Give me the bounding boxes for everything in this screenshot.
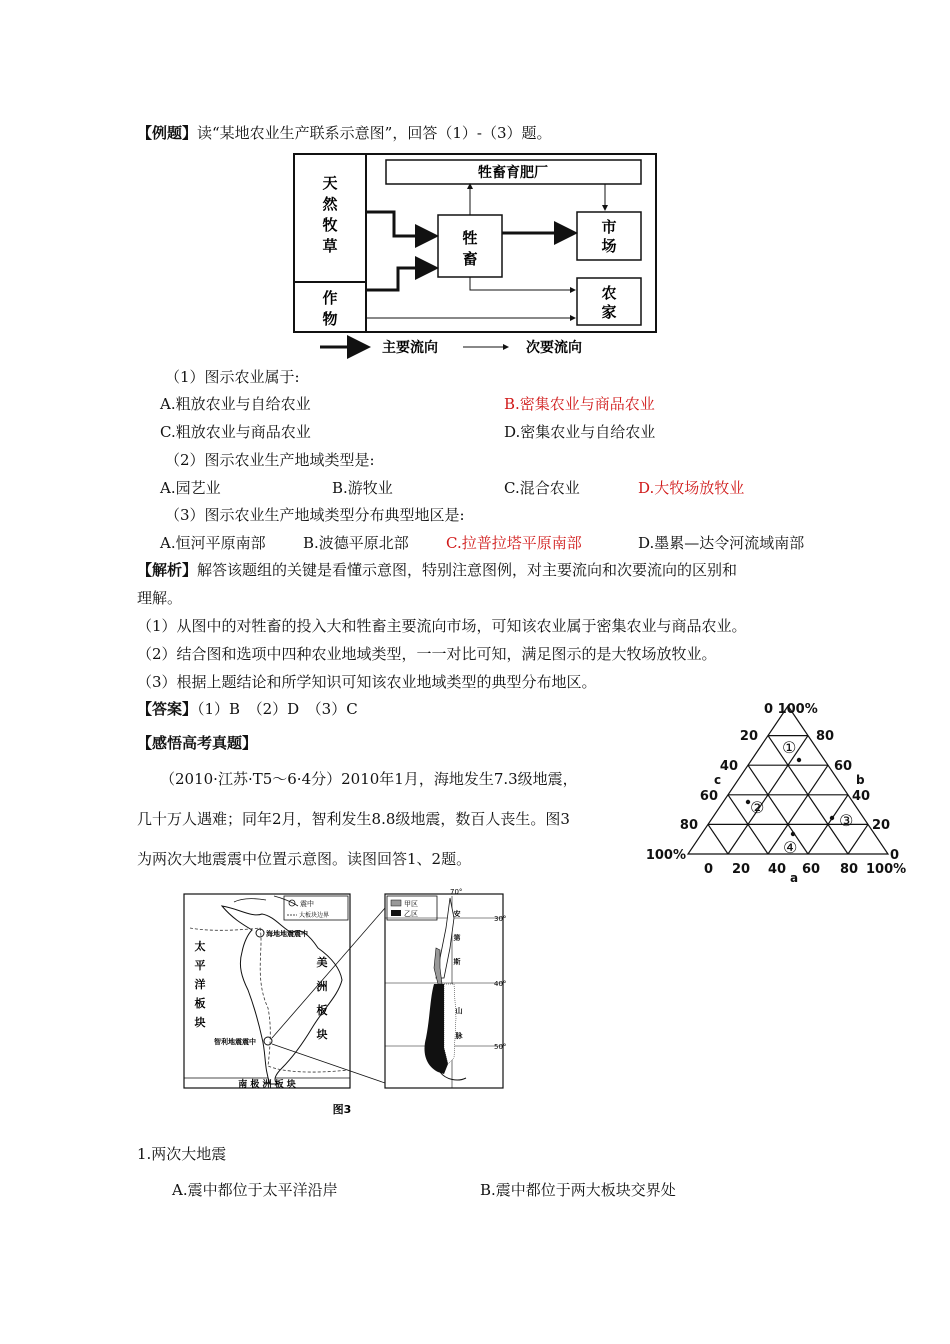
q1-stem: （1）图示农业属于: bbox=[165, 368, 300, 386]
analysis-line1 bbox=[137, 559, 737, 580]
haiti-epicenter-label: 海地地震震中 bbox=[266, 930, 308, 938]
crops-char: 作 bbox=[322, 289, 338, 307]
analysis-line2: 理解。 bbox=[137, 589, 183, 607]
pasture-char: 然 bbox=[322, 195, 338, 213]
ternary-left-tick: 100% bbox=[645, 848, 686, 863]
ternary-bottom-tick: 80 bbox=[840, 862, 859, 877]
analysis-text: 解答该题组的关键是看懂示意图，特别注意图例，对主要流向和次要流向的区别和 bbox=[197, 561, 738, 579]
ternary-right-tick: 80 bbox=[816, 729, 835, 744]
andes-char: 斯 bbox=[453, 958, 461, 966]
real-exam-line2: 几十万人遇难；同年2月，智利发生8.8级地震，数百人丧生。图3 bbox=[137, 810, 570, 828]
american-plate-char: 块 bbox=[316, 1028, 328, 1041]
q1-option-c: C.粗放农业与商品农业 bbox=[160, 423, 311, 441]
ternary-right-tick: 20 bbox=[872, 818, 891, 833]
q3-option-a: A.恒河平原南部 bbox=[160, 534, 266, 552]
figure-caption: 图3 bbox=[332, 1103, 352, 1116]
q2-option-a: A.园艺业 bbox=[160, 479, 221, 497]
q2-stem: （2）图示农业生产地域类型是: bbox=[165, 451, 375, 469]
ternary-axis-c: c bbox=[714, 773, 722, 787]
ternary-left-tick: 80 bbox=[679, 818, 698, 833]
ternary-diagram bbox=[645, 698, 912, 885]
ternary-marker-2: ② bbox=[750, 798, 765, 817]
livestock-char: 畜 bbox=[462, 250, 478, 268]
andes-char: 安 bbox=[453, 910, 461, 918]
south-america-map bbox=[182, 888, 520, 1120]
legend-main-label: 主要流向 bbox=[382, 340, 438, 356]
real-exam-tag: 【感悟高考真题】 bbox=[137, 734, 258, 752]
pasture-char: 草 bbox=[322, 237, 338, 255]
analysis-p1: （1）从图中的对牲畜的投入大和牲畜主要流向市场，可知该农业属于密集农业与商品农业。 bbox=[137, 617, 747, 635]
chile-epicenter-label: 智利地震震中 bbox=[214, 1038, 256, 1046]
q2-option-b: B.游牧业 bbox=[332, 479, 393, 497]
legend-yi: 乙区 bbox=[404, 910, 418, 918]
ternary-right-tick: 40 bbox=[852, 789, 871, 804]
q2-option-d: D.大牧场放牧业 bbox=[638, 479, 745, 497]
livestock-char: 牲 bbox=[462, 229, 478, 247]
ternary-bottom-tick: 100% bbox=[866, 862, 907, 877]
andes-char: 脉 bbox=[455, 1032, 463, 1040]
q3-stem: （3）图示农业生产地域类型分布典型地区是: bbox=[165, 506, 465, 524]
ternary-axis-a: a bbox=[790, 871, 799, 885]
market-char: 市 bbox=[601, 218, 617, 236]
analysis-tag: 【解析】 bbox=[137, 561, 198, 579]
legend-jia: 甲区 bbox=[404, 900, 418, 908]
market-char: 场 bbox=[601, 237, 617, 255]
american-plate-char: 美 bbox=[316, 956, 328, 969]
lat30-label: 30° bbox=[494, 915, 507, 923]
ternary-right-tick: 0 bbox=[890, 848, 900, 863]
lat50-label: 50° bbox=[494, 1043, 507, 1051]
longitude-label: 70° bbox=[450, 888, 463, 896]
q1-option-b: B.密集农业与商品农业 bbox=[504, 395, 655, 413]
answer-text: （1）B （2）D （3）C bbox=[197, 700, 358, 718]
example-intro-text: 读“某地农业生产联系示意图”，回答（1）-（3）题。 bbox=[197, 124, 552, 142]
real-exam-line1: （2010·江苏·T5～6·4分）2010年1月，海地发生7.3级地震， bbox=[160, 770, 578, 788]
andes-char: 山 bbox=[455, 1007, 463, 1015]
ternary-left-tick: 40 bbox=[719, 759, 738, 774]
ternary-bottom-tick: 0 bbox=[704, 862, 714, 877]
ternary-right-tick: 60 bbox=[834, 759, 853, 774]
q3-option-d: D.墨累—达令河流域南部 bbox=[638, 534, 805, 552]
farm-household-char: 农 bbox=[601, 284, 617, 302]
ternary-axis-b: b bbox=[856, 773, 865, 787]
ternary-bottom-tick: 60 bbox=[802, 862, 821, 877]
q2-option-c: C.混合农业 bbox=[504, 479, 580, 497]
example-tag: 【例题】 bbox=[137, 124, 198, 142]
answer-tag: 【答案】 bbox=[137, 700, 198, 718]
american-plate-char: 板 bbox=[316, 1004, 328, 1017]
legend-epicenter: 震中 bbox=[300, 900, 314, 908]
pacific-plate-char: 块 bbox=[194, 1016, 206, 1029]
ternary-left-tick: 20 bbox=[739, 729, 758, 744]
ternary-marker-1: ① bbox=[782, 738, 797, 757]
antarctic-plate-label: 南 极 洲 板 块 bbox=[238, 1080, 296, 1090]
real-exam-line3: 为两次大地震震中位置示意图。读图回答1、2题。 bbox=[137, 850, 472, 868]
lat40-label: 40° bbox=[494, 980, 507, 988]
ternary-marker-3: ③ bbox=[839, 811, 854, 830]
american-plate-char: 洲 bbox=[316, 980, 328, 993]
pasture-char: 牧 bbox=[322, 216, 338, 234]
ternary-marker-4: ④ bbox=[783, 838, 798, 857]
q1-option-d: D.密集农业与自给农业 bbox=[504, 423, 656, 441]
ternary-bottom-tick: 20 bbox=[732, 862, 751, 877]
andes-char: 第 bbox=[453, 934, 461, 942]
question1-option-a: A.震中都位于太平洋沿岸 bbox=[172, 1181, 338, 1199]
pacific-plate-char: 太 bbox=[194, 940, 206, 953]
q3-option-c: C.拉普拉塔平原南部 bbox=[446, 534, 582, 552]
q3-option-b: B.波德平原北部 bbox=[303, 534, 409, 552]
example-intro bbox=[137, 122, 552, 143]
analysis-p2: （2）结合图和选项中四种农业地域类型，一一对比可知，满足图示的是大牧场放牧业。 bbox=[137, 645, 717, 663]
pacific-plate-char: 平 bbox=[194, 959, 206, 972]
ternary-left-tick: 60 bbox=[699, 789, 718, 804]
analysis-p3: （3）根据上题结论和所学知识可知该农业地域类型的典型分布地区。 bbox=[137, 673, 597, 691]
crops-char: 物 bbox=[322, 310, 338, 328]
fertilizer-factory-label: 牲畜育肥厂 bbox=[478, 165, 548, 181]
legend-secondary-label: 次要流向 bbox=[526, 340, 582, 356]
ternary-top-label: 0 100% bbox=[764, 702, 818, 717]
legend-boundary: 大板块边界 bbox=[299, 912, 330, 919]
question1-option-b: B.震中都位于两大板块交界处 bbox=[480, 1181, 676, 1199]
pacific-plate-char: 板 bbox=[194, 997, 206, 1010]
q1-option-a: A.粗放农业与自给农业 bbox=[160, 395, 311, 413]
agriculture-flow-diagram bbox=[290, 150, 662, 362]
pacific-plate-char: 洋 bbox=[194, 978, 206, 991]
pasture-char: 天 bbox=[322, 174, 338, 192]
ternary-bottom-tick: 40 bbox=[768, 862, 787, 877]
farm-household-char: 家 bbox=[601, 303, 617, 321]
answer-line bbox=[137, 698, 358, 719]
question1-stem: 1.两次大地震 bbox=[137, 1145, 227, 1163]
